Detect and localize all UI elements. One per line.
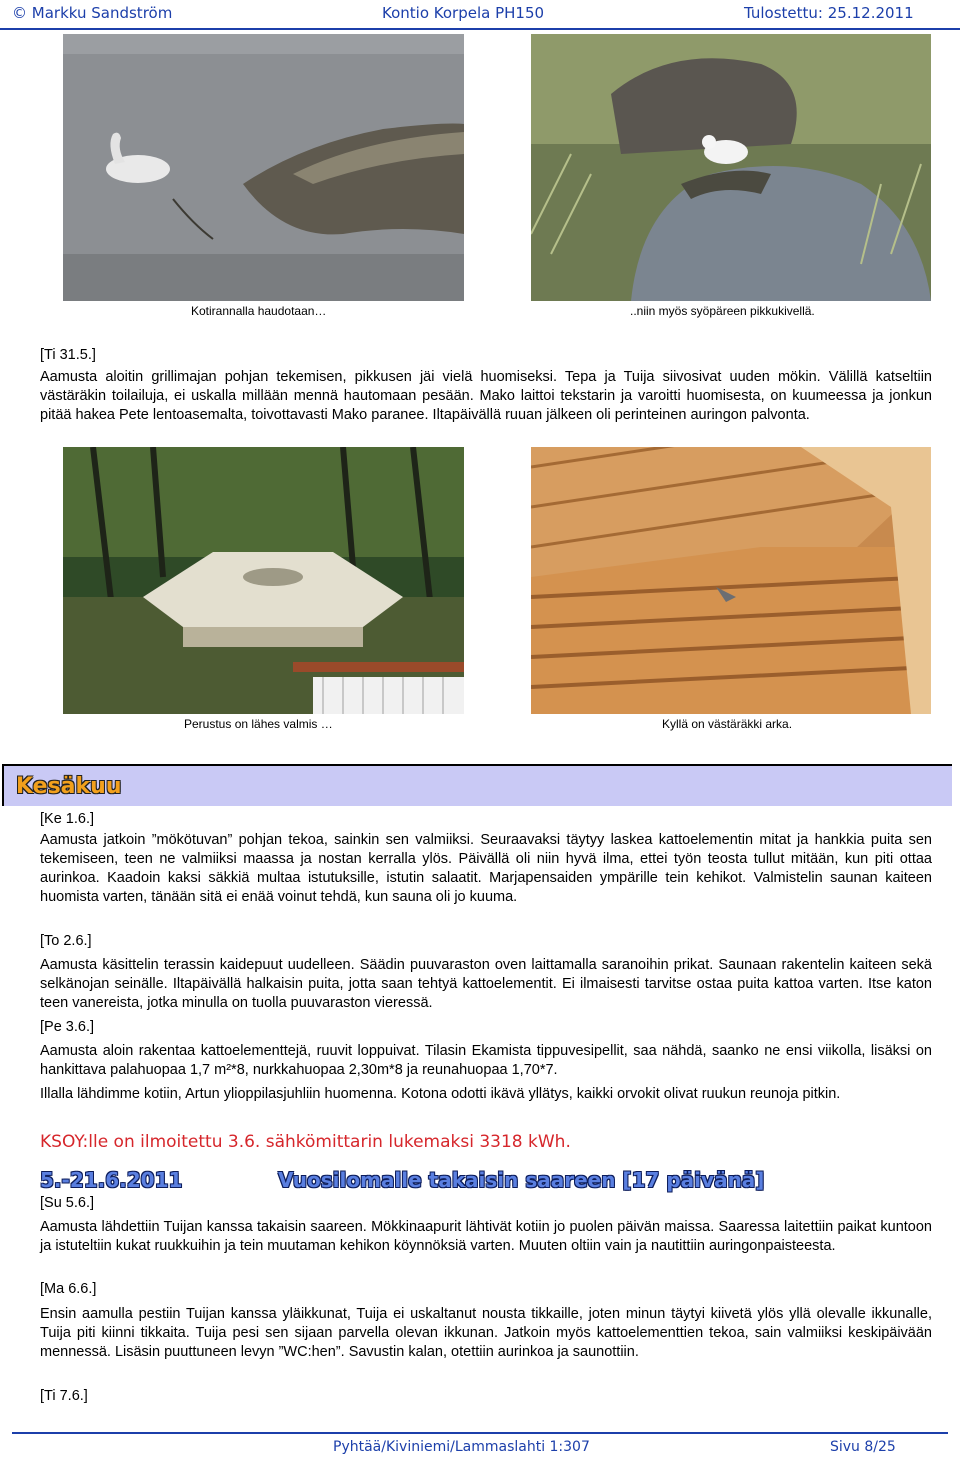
vacation-date-range: 5.-21.6.2011 xyxy=(40,1168,183,1192)
entry-date: [Ke 1.6.] xyxy=(40,811,95,827)
caption-photo-roof-logs: Kyllä on västäräkki arka. xyxy=(662,717,793,731)
entry-text: Aamusta aloitin grillimajan pohjan tekemisen, pikkusen jäi vielä huomiseksi. Tepa ja Tuija siivosivat uuden mökin. Välillä katseltiin västäräkin toilailuja, ei uskalla millään mennä hautomaan pesään. Mako laittoi tekstarin ja varoitti huomisesta, on kuumeessa ja jonkun pitää hakea Pete lentoasemalta, toivottavasti Mako paranee. Iltapäivällä ruuan jälkeen oli perinteinen auringon palvonta. xyxy=(40,369,932,423)
caption-photo-swan: Kotirannalla haudotaan… xyxy=(191,304,327,318)
entry-date: [Pe 3.6.] xyxy=(40,1019,95,1035)
entry-text: Aamusta käsittelin terassin kaidepuut uudelleen. Säädin puuvaraston oven laittamalla saranoihin prikat. Saunaan rakentelin kaiteen sekä selkänojan seinälle. Iltapäivällä halkaisin puita, jotta saan tehtyä kattoelementit. Ei ilmaisesti tarvitse ostaa puita kattoa varten. Itse katon teen vanereista, jotka minulla on tuolla puuvaraston vieressä. xyxy=(40,957,932,1011)
entry-text: Aamusta jatkoin ”mökötuvan” pohjan tekoa, sainkin sen valmiiksi. Seuraavaksi täytyy laskea kattoelementin mitat ja hankkia puita sen tekemiseen, teen ne valmiiksi maassa ja nostan kerralla ylös. Päivällä oli niin hyvä ilma, ettei työn teosta tullut mitään, kun piti ottaa aurinkoa. Kaadoin kaksi säkkiä multaa istutuksille, istutin salaatit. Marjapensaiden ympärille tein kehikot. Valmistelin saunan kaiteen huomista varten, tänään sitä ei enää voinut tehdä, kun sauna oli jo kuuma. xyxy=(40,832,932,905)
entry-text: Ensin aamulla pestiin Tuijan kanssa yläikkunat, Tuija ei uskaltanut nousta tikkaille, joten minun täytyi kiivetä ylös yllä olevalle ikkunalle, Tuija piti kiinni tikkaita. Tuija pesi sen sijaan parvella olevan ikkunan. Jatkoin myös kattoelementtien tekoa, sain valmiiksi keskipäivään mennessä. Lisäsin puuttuneen levyn ”WC:hen”. Savustin kalan, otettiin aurinkoa ja saunottiin. xyxy=(40,1306,932,1360)
page-footer-rule xyxy=(12,1432,948,1434)
footer-page-number: Sivu 8/25 xyxy=(830,1439,896,1455)
entry-date: [Ti 7.6.] xyxy=(40,1388,88,1404)
entry-text-continued: Illalla lähdimme kotiin, Artun ylioppilasjuhliin huomenna. Kotona odotti ikävä yllätys, kaikki orvokit olivat ruukun reunoja pitkin. xyxy=(40,1086,841,1102)
photo-swan xyxy=(63,34,464,301)
section-title-june: Kesäkuu xyxy=(16,774,122,799)
header-document: Kontio Korpela PH150 xyxy=(382,4,545,22)
header-printed-date: Tulostettu: 25.12.2011 xyxy=(744,4,914,22)
photo-foundation xyxy=(63,447,464,714)
entry-text: Aamusta lähdettiin Tuijan kanssa takaisin saareen. Mökkinaapurit lähtivät kotiin jo puolen päivän maissa. Saaressa laitettiin paikat kuntoon ja istuteltiin kukat ruukkuihin ja tein muutaman kehikon köynnöksiä varten. Muuten oltiin vain ja nautittiin auringonpaisteesta. xyxy=(40,1219,932,1254)
footer-location: Pyhtää/Kiviniemi/Lammaslahti 1:307 xyxy=(333,1439,590,1455)
photo-gull xyxy=(531,34,931,301)
entry-date: [Ma 6.6.] xyxy=(40,1281,97,1297)
section-heading-june xyxy=(2,764,952,806)
photo-roof-logs xyxy=(531,447,931,714)
entry-date: [To 2.6.] xyxy=(40,933,92,949)
entry-date: [Ti 31.5.] xyxy=(40,347,96,363)
caption-photo-gull: ..niin myös syöpäreen pikkukivellä. xyxy=(630,304,815,318)
page-header xyxy=(0,0,960,30)
vacation-title: Vuosilomalle takaisin saareen [17 päivänä] xyxy=(278,1168,765,1192)
entry-text: Aamusta aloin rakentaa kattoelementtejä, ruuvit loppuivat. Tilasin Ekamista tippuvesipellit, saa nähdä, saanko ne ensi viikolla, lisäksi on hankittava palahuopaa 1,7 m²*8, nurkkahuopaa 2,30m*8 ja reunahuopaa 1,70*7. xyxy=(40,1043,932,1078)
caption-photo-foundation: Perustus on lähes valmis … xyxy=(184,717,333,731)
entry-date: [Su 5.6.] xyxy=(40,1195,95,1211)
header-author: © Markku Sandström xyxy=(12,4,173,22)
electricity-reading-notice: KSOY:lle on ilmoitettu 3.6. sähkömittarin lukemaksi 3318 kWh. xyxy=(40,1132,571,1152)
